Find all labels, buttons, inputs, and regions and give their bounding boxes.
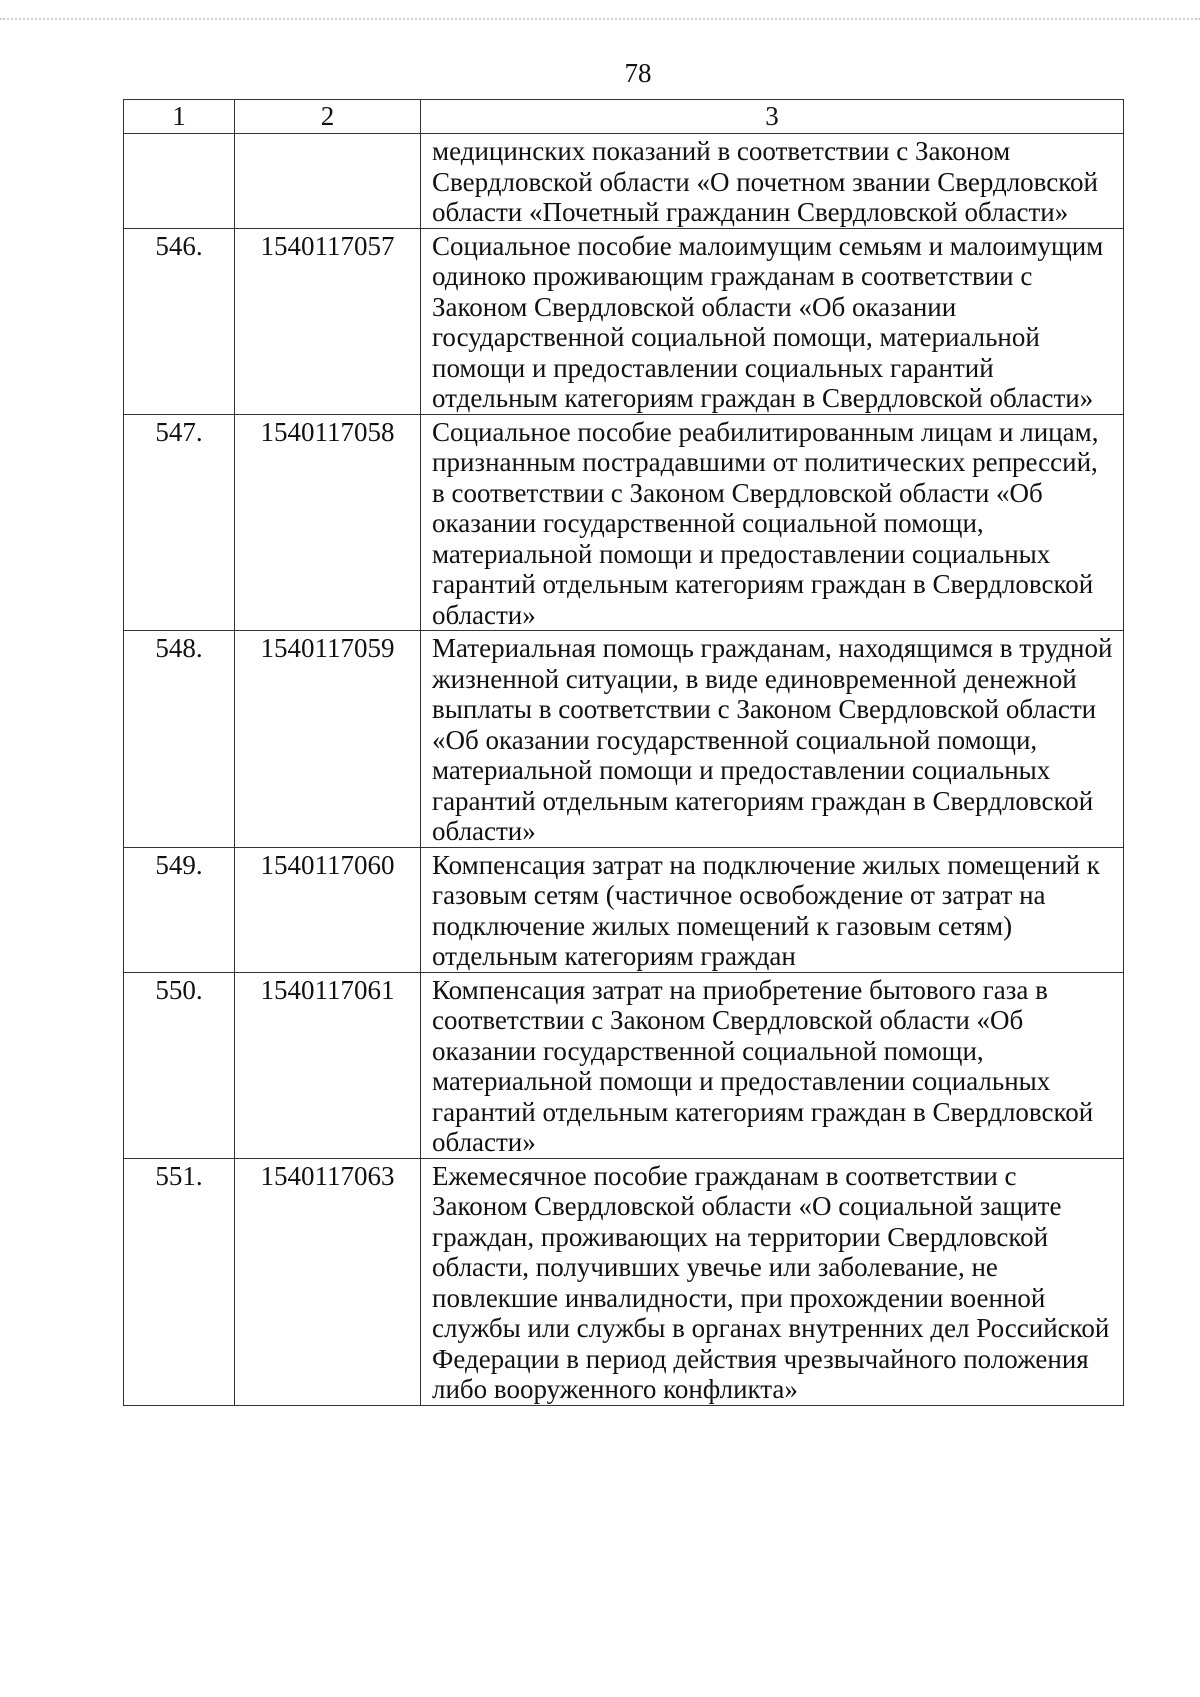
row-description-cell: медицинских показаний в соответствии с Законом Свердловской области «О почетном звании Свердловской области «Почетный гражданин Свердловской области» xyxy=(421,134,1124,229)
row-description-cell: Социальное пособие малоимущим семьям и малоимущим одиноко проживающим гражданам в соответствии с Законом Свердловской области «Об оказании государственной социальной помощи, материальной помощи и предоставлении социальных гарантий отдельным категориям граждан в Свердловской области» xyxy=(421,228,1124,414)
table-header-row xyxy=(124,100,1124,134)
row-number-cell: 550. xyxy=(124,972,235,1158)
row-code-cell: 1540117058 xyxy=(235,414,421,631)
table-row xyxy=(124,1158,1124,1405)
row-code-cell: 1540117059 xyxy=(235,631,421,848)
row-number-cell: 549. xyxy=(124,847,235,972)
document-table xyxy=(123,99,1124,1406)
row-description-cell: Материальная помощь гражданам, находящимся в трудной жизненной ситуации, в виде единовременной денежной выплаты в соответствии с Законом Свердловской области «Об оказании государственной социальной помощи, материальной помощи и предоставлении социальных гарантий отдельным категориям граждан в Свердловской области» xyxy=(421,631,1124,848)
table-row xyxy=(124,414,1124,631)
row-code-cell: 1540117060 xyxy=(235,847,421,972)
table-row xyxy=(124,847,1124,972)
table-row xyxy=(124,972,1124,1158)
column-header-3: 3 xyxy=(421,100,1124,134)
row-code-cell xyxy=(235,134,421,229)
row-code-cell: 1540117063 xyxy=(235,1158,421,1405)
column-header-2: 2 xyxy=(235,100,421,134)
row-description-cell: Компенсация затрат на подключение жилых помещений к газовым сетям (частичное освобождение от затрат на подключение жилых помещений к газовым сетям) отдельным категориям граждан xyxy=(421,847,1124,972)
row-number-cell: 551. xyxy=(124,1158,235,1405)
column-header-1: 1 xyxy=(124,100,235,134)
row-number-cell: 548. xyxy=(124,631,235,848)
page-number: 78 xyxy=(624,58,652,88)
row-code-cell: 1540117061 xyxy=(235,972,421,1158)
row-number-cell: 547. xyxy=(124,414,235,631)
table-row xyxy=(124,228,1124,414)
row-description-cell: Компенсация затрат на приобретение бытового газа в соответствии с Законом Свердловской области «Об оказании государственной социальной помощи, материальной помощи и предоставлении социальных гарантий отдельным категориям граждан в Свердловской области» xyxy=(421,972,1124,1158)
table-row xyxy=(124,631,1124,848)
scan-edge-dots xyxy=(0,18,1200,20)
row-code-cell: 1540117057 xyxy=(235,228,421,414)
row-description-cell: Социальное пособие реабилитированным лицам и лицам, признанным пострадавшими от политических репрессий, в соответствии с Законом Свердловской области «Об оказании государственной социальной помощи, материальной помощи и предоставлении социальных гарантий отдельным категориям граждан в Свердловской области» xyxy=(421,414,1124,631)
row-number-cell xyxy=(124,134,235,229)
row-description-cell: Ежемесячное пособие гражданам в соответствии с Законом Свердловской области «О социальной защите граждан, проживающих на территории Свердловской области, получивших увечье или заболевание, не повлекшие инвалидности, при прохождении военной службы или службы в органах внутренних дел Российской Федерации в период действия чрезвычайного положения либо вооруженного конфликта» xyxy=(421,1158,1124,1405)
row-number-cell: 546. xyxy=(124,228,235,414)
table-row xyxy=(124,134,1124,229)
